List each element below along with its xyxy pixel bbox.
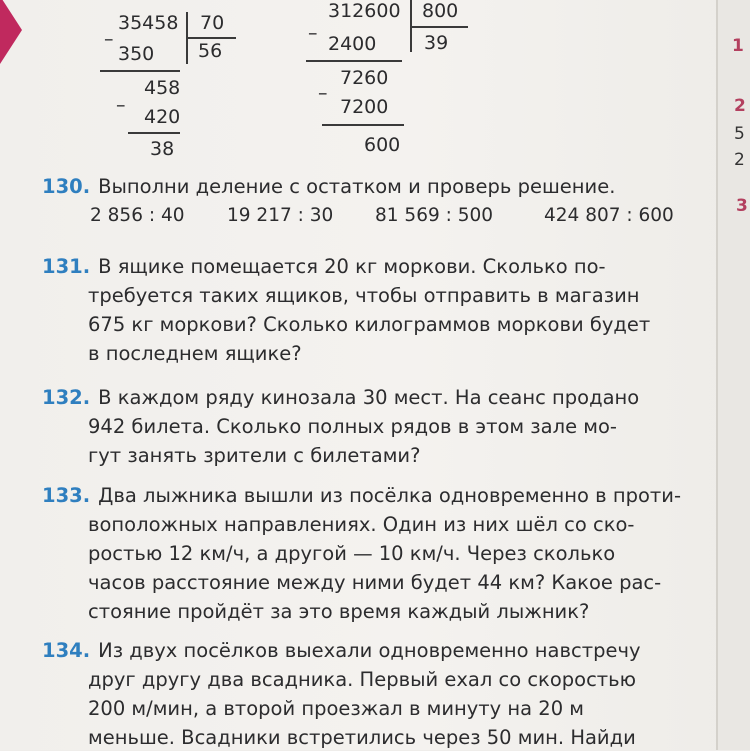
edge-number: 3 [736, 196, 748, 216]
subtrahend-1: 350 [118, 43, 155, 65]
edge-number: 2 [734, 96, 746, 116]
remainder: 38 [150, 138, 175, 160]
problem-number: 131. [42, 255, 91, 278]
quotient: 56 [198, 40, 223, 62]
problem-131 [42, 254, 692, 364]
problem-text: Два лыжника вышли из посёлка одновременно в проти- [98, 484, 681, 507]
remainder: 600 [364, 134, 401, 156]
problem-text: 200 м/мин, а второй проезжал в минуту на 20 м [88, 697, 585, 720]
problem-text: часов расстояние между ними будет 44 км? Какое рас- [88, 571, 662, 594]
partial-remainder: 458 [144, 77, 181, 99]
divisor-underline [188, 37, 236, 39]
divisor-underline [412, 26, 468, 28]
next-page-edge [718, 0, 750, 750]
partial-remainder: 7260 [340, 67, 389, 89]
problem-text: ростью 12 км/ч, а другой — 10 км/ч. Через сколько [88, 542, 616, 565]
dividend: 35458 [118, 12, 179, 34]
problem-text: гут занять зрители с билетами? [88, 444, 421, 467]
edge-number: 5 [734, 124, 745, 144]
problem-text: требуется таких ящиков, чтобы отправить в магазин [88, 284, 640, 307]
dividend: 312600 [328, 0, 401, 22]
problem-text: Выполни деление с остатком и проверь решение. [98, 175, 616, 198]
problem-text: меньше. Всадники встретились через 50 мин. Найди [88, 726, 636, 749]
underline [128, 132, 180, 134]
subtrahend-1: 2400 [328, 33, 377, 55]
problem-text: В каждом ряду кинозала 30 мест. На сеанс продано [98, 386, 640, 409]
expression: 19 217 : 30 [227, 205, 334, 226]
subtrahend-2: 7200 [340, 96, 389, 118]
problem-text: 942 билета. Сколько полных рядов в этом зале мо- [88, 415, 617, 438]
minus-sign: – [104, 28, 114, 50]
problem-132 [42, 385, 692, 470]
minus-sign: – [308, 22, 318, 44]
problem-text: друг другу два всадника. Первый ехал со скоростью [88, 668, 637, 691]
problem-130 [42, 174, 692, 204]
divisor: 70 [200, 12, 225, 34]
minus-sign: – [116, 94, 126, 116]
problem-134 [42, 638, 692, 750]
problem-number: 130. [42, 175, 91, 198]
problem-text: воположных направлениях. Один из них шёл со ско- [88, 513, 635, 536]
edge-number: 1 [732, 36, 744, 56]
underline [100, 70, 180, 72]
underline [306, 60, 402, 62]
problem-text: Из двух посёлков выехали одновременно навстречу [98, 639, 641, 662]
problem-number: 132. [42, 386, 91, 409]
divisor: 800 [422, 0, 459, 22]
minus-sign: – [318, 82, 328, 104]
expression: 2 856 : 40 [90, 205, 185, 226]
problem-text: стояние пройдёт за это время каждый лыжник? [88, 600, 590, 623]
problem-number: 134. [42, 639, 91, 662]
subtrahend-2: 420 [144, 106, 181, 128]
bookmark-ribbon [0, 0, 22, 64]
edge-number: 2 [734, 150, 745, 170]
problem-number: 133. [42, 484, 91, 507]
underline [322, 124, 404, 126]
problem-text: В ящике помещается 20 кг моркови. Сколько по- [98, 255, 606, 278]
quotient: 39 [424, 32, 449, 54]
problem-text: 675 кг моркови? Сколько килограммов моркови будет [88, 313, 651, 336]
expression: 424 807 : 600 [544, 205, 674, 226]
problem-133 [42, 483, 692, 623]
expression: 81 569 : 500 [375, 205, 494, 226]
problem-text: в последнем ящике? [88, 342, 302, 365]
